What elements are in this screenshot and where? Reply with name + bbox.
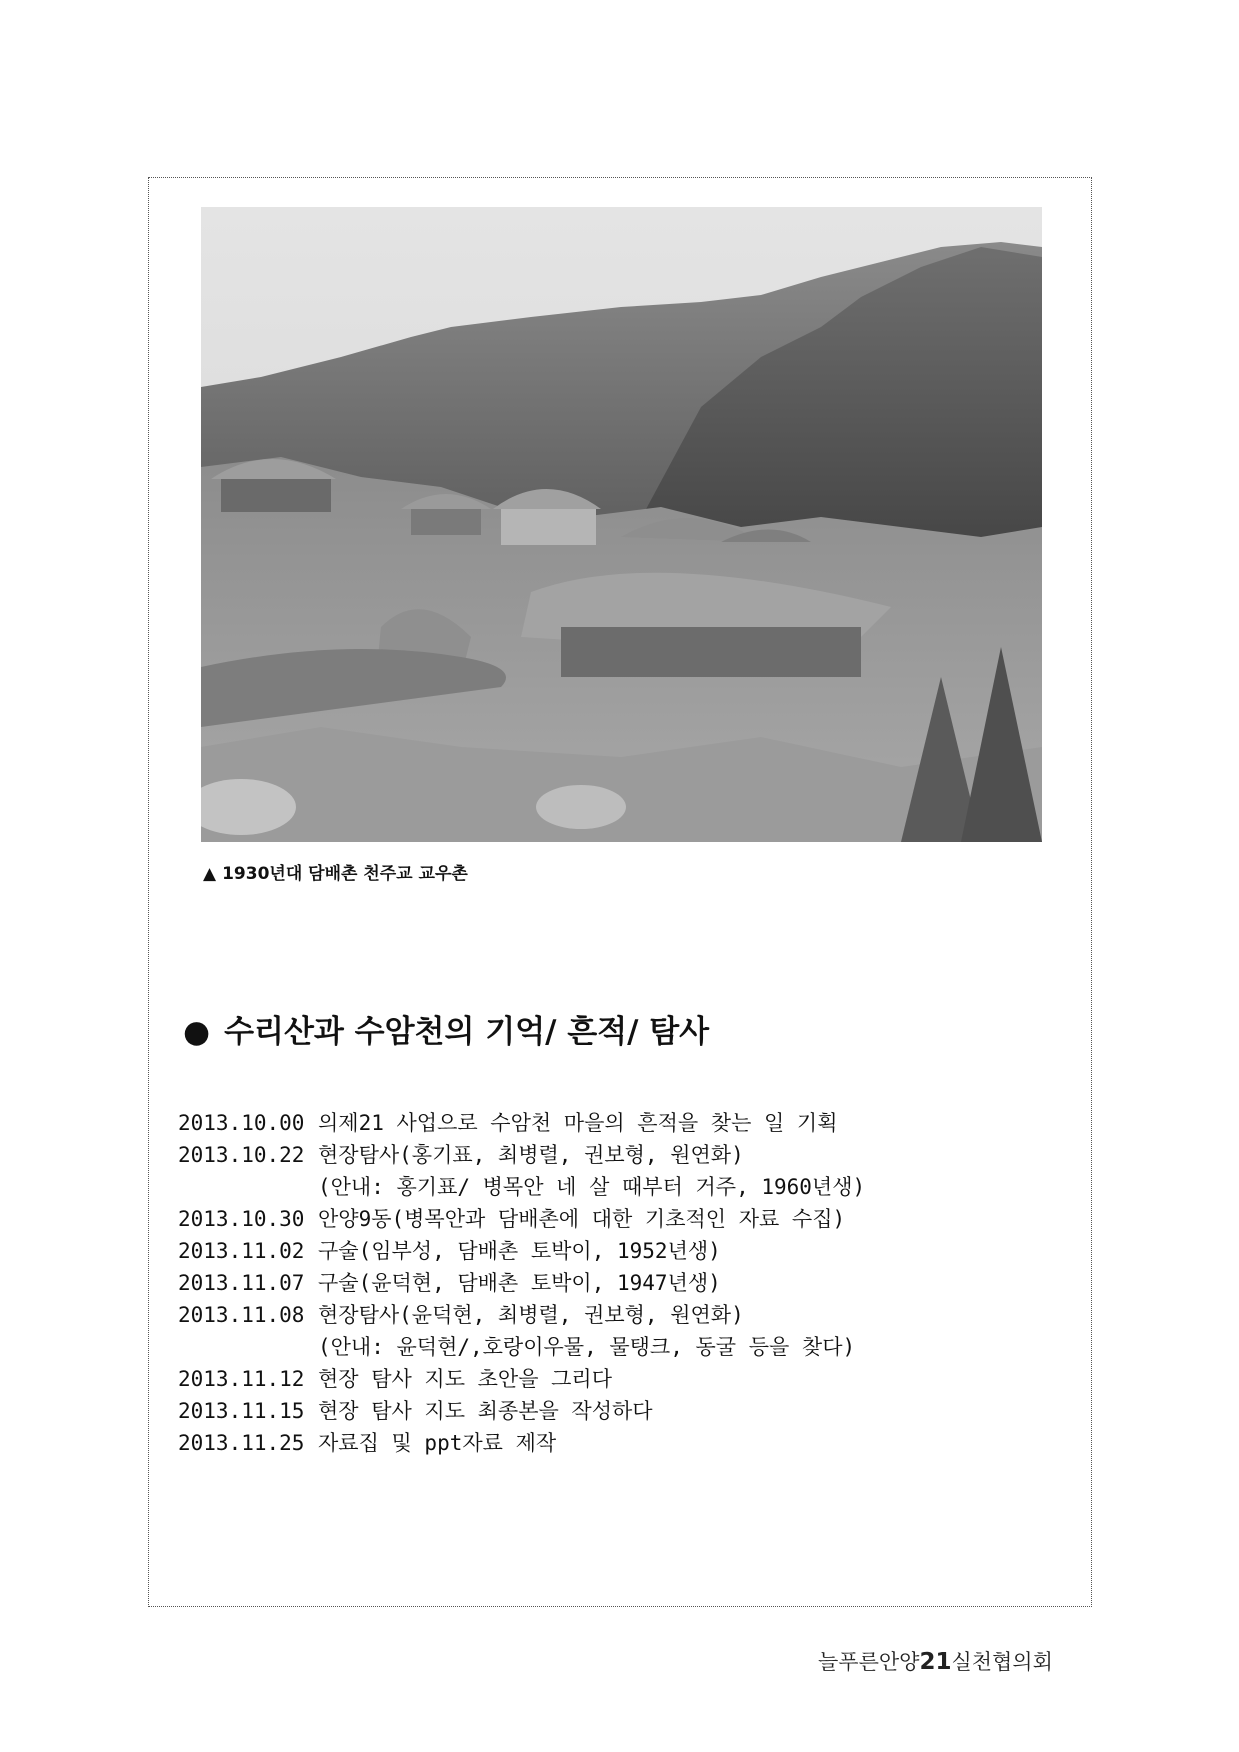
timeline-text: 현장 탐사 지도 초안을 그리다	[318, 1367, 613, 1391]
timeline-item	[178, 1139, 865, 1171]
timeline-text: (안내: 윤덕현/,호랑이우물, 물탱크, 동굴 등을 찾다)	[318, 1335, 856, 1359]
timeline-text: 의제21 사업으로 수암천 마을의 흔적을 찾는 일 기획	[318, 1111, 838, 1135]
bullet-icon: ●	[183, 1014, 211, 1050]
timeline-item	[178, 1203, 865, 1235]
timeline-item	[178, 1267, 865, 1299]
footer-organization	[818, 1646, 1053, 1676]
timeline-note	[178, 1171, 865, 1203]
village-photo	[201, 207, 1042, 842]
timeline-text: 현장 탐사 지도 최종본을 작성하다	[318, 1399, 653, 1423]
timeline-date: 2013.11.15	[178, 1399, 305, 1423]
timeline-text: 현장탐사(윤덕현, 최병렬, 권보형, 원연화)	[318, 1303, 744, 1327]
triangle-icon: ▲	[203, 864, 217, 884]
photo-caption	[203, 859, 468, 884]
timeline-date: 2013.11.25	[178, 1431, 305, 1455]
timeline-date: 2013.11.07	[178, 1271, 305, 1295]
section-heading	[183, 1006, 709, 1051]
section-title: 수리산과 수암천의 기억/ 흔적/ 탐사	[224, 1014, 710, 1050]
timeline-text: 구술(윤덕현, 담배촌 토박이, 1947년생)	[318, 1271, 721, 1295]
timeline-item	[178, 1427, 865, 1459]
timeline-item	[178, 1363, 865, 1395]
timeline-date: 2013.11.12	[178, 1367, 305, 1391]
timeline-text: 안양9동(병목안과 담배촌에 대한 기초적인 자료 수집)	[318, 1207, 846, 1231]
timeline-date: 2013.10.22	[178, 1143, 305, 1167]
timeline-date: 2013.11.02	[178, 1239, 305, 1263]
timeline-item	[178, 1107, 865, 1139]
timeline-item	[178, 1395, 865, 1427]
footer-suffix: 실천협의회	[951, 1650, 1053, 1674]
timeline-text: 현장탐사(홍기표, 최병렬, 권보형, 원연화)	[318, 1143, 744, 1167]
timeline-date: 2013.10.00	[178, 1111, 305, 1135]
timeline-text: (안내: 홍기표/ 병목안 네 살 때부터 거주, 1960년생)	[318, 1175, 866, 1199]
caption-text: 1930년대 담배촌 천주교 교우촌	[222, 864, 468, 884]
timeline-item	[178, 1299, 865, 1331]
historical-village-photo-icon	[201, 207, 1042, 842]
timeline-text: 구술(임부성, 담배촌 토박이, 1952년생)	[318, 1239, 721, 1263]
timeline-note	[178, 1331, 865, 1363]
footer-prefix: 늘푸른안양	[818, 1650, 920, 1674]
timeline-list	[178, 1107, 865, 1459]
footer-number: 21	[919, 1649, 952, 1675]
timeline-date: 2013.11.08	[178, 1303, 305, 1327]
timeline-text: 자료집 및 ppt자료 제작	[318, 1431, 557, 1455]
timeline-date: 2013.10.30	[178, 1207, 305, 1231]
timeline-item	[178, 1235, 865, 1267]
